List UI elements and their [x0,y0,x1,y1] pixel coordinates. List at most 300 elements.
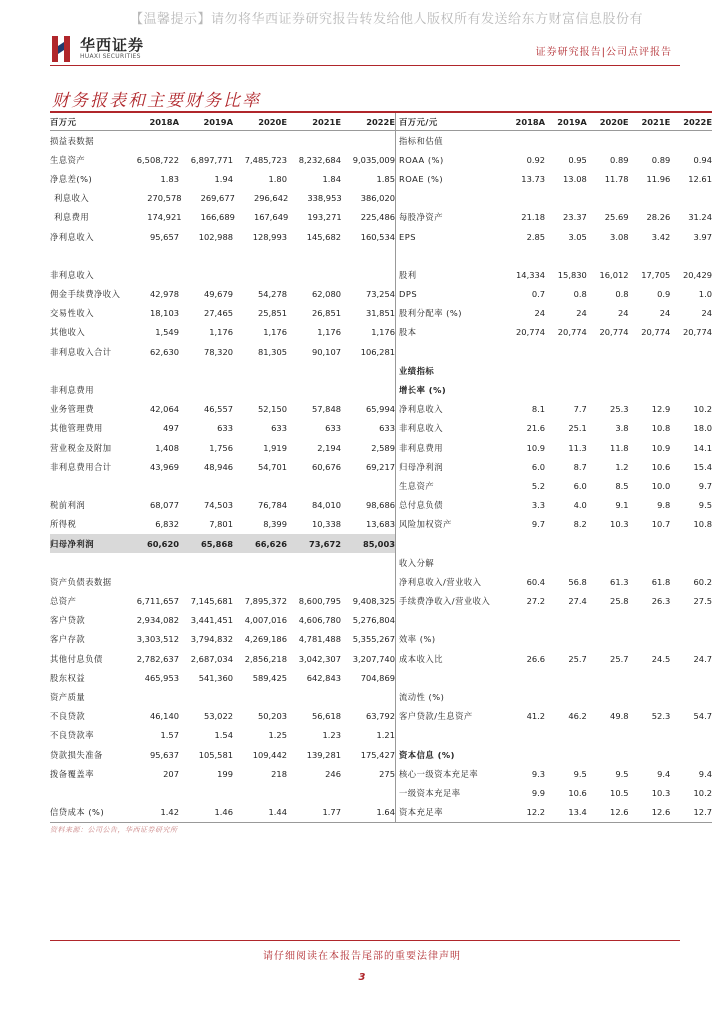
cell-value: 0.8 [615,289,629,300]
cell-value: 6.0 [573,480,587,491]
cell-value: 24 [534,308,546,319]
cell-value: 2,856,218 [244,653,287,664]
left-header [50,113,395,130]
cell-value: 704,869 [360,672,395,683]
cell-value: 31,851 [365,308,395,319]
cell-value: 6.0 [531,461,546,472]
right-cells [395,707,712,726]
cell-value: 9.5 [615,768,629,779]
left-cells [50,726,395,745]
left-header-year: 2020E [258,116,287,127]
cell-value: 1,176 [371,327,395,338]
cell-value: 5,276,804 [352,615,395,626]
row-label: 总付息负债 [399,500,443,511]
cell-value: 1,756 [209,442,233,453]
left-header-year: 2019A [203,116,233,127]
row-label: 总资产 [50,596,77,607]
row-label: 业绩指标 [399,365,435,376]
row-label: 指标和估值 [399,135,443,146]
cell-value: 1.94 [214,173,233,184]
cell-value: 5,355,267 [352,634,395,645]
cell-value: 275 [379,768,395,779]
cell-value: 9.4 [698,768,712,779]
left-cells [50,169,395,188]
cell-value: 1.44 [268,807,287,818]
cell-value: 11.3 [568,442,587,453]
cell-value: 21.18 [521,212,546,223]
cell-value: 106,281 [360,346,395,357]
table-row [50,131,712,150]
cell-value: 13.08 [563,173,587,184]
row-label: 每股净资产 [399,212,443,223]
right-cells [395,534,712,553]
row-label: 效率 (%) [399,634,436,645]
cell-value: 14.1 [693,442,712,453]
row-label: 客户贷款/生息资产 [399,711,473,722]
cell-value: 27.4 [568,596,587,607]
row-label: 资产负债表数据 [50,576,112,587]
cell-value: 9.7 [531,519,546,530]
row-label: 净利息收入 [399,404,443,415]
table-row [50,169,712,188]
cell-value: 24.5 [651,653,671,664]
cell-value: 8.2 [573,519,587,530]
left-cells [50,783,395,802]
right-header-year: 2019A [557,116,587,127]
cell-value: 15,830 [557,269,587,280]
row-label: 成本收入比 [399,653,443,664]
cell-value: 1.46 [214,807,233,818]
table-row [50,380,712,399]
row-label: 税前利润 [50,500,86,511]
cell-value: 27,465 [203,308,233,319]
cell-value: 10.3 [651,787,671,798]
cell-value: 25.3 [610,404,629,415]
cell-value: 28.26 [646,212,671,223]
cell-value: 1,176 [209,327,233,338]
right-cells [395,380,712,399]
cell-value: 139,281 [306,749,341,760]
cell-value: 633 [271,423,287,434]
right-cells [395,668,712,687]
cell-value: 65,994 [365,404,395,415]
cell-value: 1.21 [376,730,395,741]
cell-value: 9.4 [657,768,671,779]
left-header-label: 百万元 [50,116,77,127]
cell-value: 3.3 [531,500,546,511]
cell-value: 26.6 [526,653,546,664]
cell-value: 1.84 [322,173,341,184]
table-row [50,745,712,764]
cell-value: 1.25 [268,730,287,741]
cell-value: 10.6 [651,461,671,472]
row-label: 客户贷款 [50,615,86,626]
right-cells [395,687,712,706]
cell-value: 26,851 [311,308,341,319]
row-label: 利息费用 [54,212,90,223]
right-cells [395,189,712,208]
row-label: 拨备覆盖率 [50,768,94,779]
row-label: ROAE (%) [399,173,444,184]
cell-value: 54,278 [257,289,287,300]
left-cells [50,592,395,611]
right-cells [395,361,712,380]
cell-value: 175,427 [360,749,395,760]
page-number: 3 [358,972,366,983]
header-divider [50,65,680,66]
row-label: 信贷成本 (%) [50,807,105,818]
cell-value: 207 [163,768,179,779]
footer-divider [50,940,680,941]
cell-value: 18.0 [693,423,712,434]
cell-value: 52.3 [651,711,671,722]
logo-text-en: HUAXI SECURITIES [80,53,141,60]
cell-value: 0.89 [651,154,671,165]
table-row [50,361,712,380]
cell-value: 11.78 [604,173,629,184]
cell-value: 9.9 [531,787,546,798]
left-cells [50,707,395,726]
right-cells [395,304,712,323]
cell-value: 1.83 [160,173,179,184]
row-label: 不良贷款 [50,711,86,722]
cell-value: 4.0 [573,500,587,511]
cell-value: 3,441,451 [190,615,233,626]
cell-value: 7,801 [209,519,233,530]
cell-value: 60,620 [146,538,179,549]
row-label: 增长率 (%) [399,385,447,396]
table-row [50,323,712,342]
cell-value: 25.7 [610,653,629,664]
right-cells [395,342,712,361]
table-row [50,803,712,822]
table-row [50,687,712,706]
row-label: 一级资本充足率 [399,787,461,798]
row-label: 其他管理费用 [50,423,103,434]
right-cells [395,783,712,802]
cell-value: 167,649 [253,212,289,223]
cell-value: 25,851 [257,308,287,319]
left-cells [50,131,395,150]
left-cells [50,496,395,515]
cell-value: 60.4 [526,576,546,587]
cell-value: 633 [325,423,341,434]
right-cells [395,246,712,265]
left-cells [50,246,395,265]
row-label: 非利息收入 [50,269,94,280]
row-label: 手续费净收入/营业收入 [399,596,491,607]
row-label: 其他收入 [50,327,86,338]
cell-value: 386,020 [360,193,395,204]
table-row [50,726,712,745]
cell-value: 246 [325,768,341,779]
cell-value: 2,934,082 [136,615,179,626]
cell-value: 76,784 [257,500,287,511]
cell-value: 69,217 [365,461,395,472]
cell-value: 10.8 [651,423,671,434]
cell-value: 98,686 [365,500,395,511]
cell-value: 128,993 [252,231,287,242]
cell-value: 60,676 [311,461,341,472]
row-label: 生息资产 [50,154,86,165]
row-label: 净息差(%) [50,173,93,184]
right-cells [395,438,712,457]
left-cells [50,380,395,399]
cell-value: 8,232,684 [298,154,341,165]
table-row [50,208,712,227]
watermark-notice: 【温馨提示】请勿将华西证券研究报告转发给他人版权所有发送给东方财富信息股份有 [130,12,644,27]
cell-value: 1,176 [263,327,287,338]
cell-value: 3.8 [615,423,629,434]
cell-value: 7,895,372 [244,596,287,607]
right-header-year: 2021E [641,116,671,127]
right-cells [395,476,712,495]
legal-notice: 请仔细阅读在本报告尾部的重要法律声明 [263,951,461,962]
cell-value: 7,485,723 [244,154,287,165]
table-row [50,304,712,323]
cell-value: 24 [576,308,587,319]
cell-value: 8.1 [531,404,546,415]
table-row [50,592,712,611]
cell-value: 9.5 [698,500,712,511]
cell-value: 81,305 [257,346,287,357]
right-cells [395,265,712,284]
cell-value: 13,683 [365,519,395,530]
table-row [50,649,712,668]
cell-value: 1,408 [155,442,179,453]
cell-value: 145,682 [306,231,341,242]
cell-value: 10.8 [693,519,712,530]
cell-value: 90,107 [311,346,341,357]
left-header-year: 2021E [312,116,341,127]
cell-value: 95,637 [149,749,179,760]
right-cells [395,150,712,169]
cell-value: 633 [217,423,233,434]
right-header-year: 2022E [683,116,712,127]
cell-value: 166,689 [200,212,235,223]
cell-value: 270,578 [147,193,182,204]
right-cells [395,592,712,611]
cell-value: 1.2 [615,461,629,472]
left-header-year: 2018A [149,116,179,127]
left-cells [50,265,395,284]
cell-value: 46,557 [203,404,233,415]
right-cells [395,649,712,668]
cell-value: 7,145,681 [190,596,233,607]
cell-value: 13.73 [521,173,546,184]
cell-value: 3.08 [610,231,629,242]
row-label: 资本充足率 [399,807,443,818]
row-label: 风险加权资产 [399,519,452,530]
cell-value: 21.6 [526,423,546,434]
cell-value: 25.8 [610,596,629,607]
cell-value: 193,271 [307,212,342,223]
cell-value: 2,589 [371,442,395,453]
cell-value: 1,919 [263,442,287,453]
table-row [50,611,712,630]
left-cells [50,745,395,764]
left-cells [50,342,395,361]
table-row [50,783,712,802]
cell-value: 20,774 [557,327,587,338]
cell-value: 296,642 [253,193,289,204]
right-header-year: 2020E [599,116,629,127]
row-label: 非利息费用 [50,385,94,396]
left-cells [50,764,395,783]
table-row [50,419,712,438]
cell-value: 10.6 [568,787,587,798]
cell-value: 8,399 [263,519,287,530]
cell-value: 23.37 [563,212,587,223]
cell-value: 26.3 [651,596,671,607]
table-row [50,476,712,495]
cell-value: 5.2 [531,480,546,491]
cell-value: 6,832 [155,519,179,530]
row-label: 客户存款 [50,634,86,645]
cell-value: 8.7 [573,461,587,472]
cell-value: 20,429 [682,269,712,280]
cell-value: 10.2 [693,404,712,415]
cell-value: 1.85 [376,173,395,184]
cell-value: 3,042,307 [298,653,341,664]
right-cells [395,131,712,150]
row-label: 净利息收入/营业收入 [399,576,482,587]
row-label: 生息资产 [399,480,435,491]
table-row [50,150,712,169]
cell-value: 14,334 [516,269,546,280]
left-cells [50,649,395,668]
cell-value: 68,077 [149,500,179,511]
left-cells [50,438,395,457]
row-label: 交易性收入 [50,308,94,319]
cell-value: 3,794,832 [190,634,233,645]
right-cells [395,496,712,515]
cell-value: 12.9 [651,404,671,415]
right-cells [395,227,712,246]
row-label: 资产质量 [50,692,86,703]
table-rows [50,131,712,822]
row-label: 营业税金及附加 [50,442,112,453]
row-label: 损益表数据 [50,135,94,146]
cell-value: 63,792 [365,711,395,722]
left-cells [50,611,395,630]
left-cells [50,323,395,342]
left-cells [50,208,395,227]
cell-value: 10.9 [526,442,546,453]
cell-value: 73,254 [365,289,395,300]
row-label: 利息收入 [54,193,90,204]
row-label: 所得税 [50,519,77,530]
cell-value: 1.57 [160,730,179,741]
cell-value: 541,360 [198,672,233,683]
cell-value: 465,953 [144,672,179,683]
table-row [50,342,712,361]
cell-value: 49.8 [610,711,629,722]
cell-value: 1.54 [214,730,233,741]
left-cells [50,803,395,822]
logo-text-cn: 华西证券 [80,36,145,54]
table-center-divider [395,113,396,822]
cell-value: 2,687,034 [190,653,233,664]
cell-value: 174,921 [147,212,182,223]
cell-value: 20,774 [682,327,712,338]
right-cells [395,611,712,630]
cell-value: 2.85 [526,231,546,242]
left-cells [50,553,395,572]
cell-value: 49,679 [203,289,233,300]
cell-value: 6,711,657 [136,596,179,607]
row-label: 股利分配率 (%) [399,308,462,319]
cell-value: 27.5 [693,596,712,607]
cell-value: 84,010 [311,500,341,511]
cell-value: 11.8 [610,442,629,453]
row-label: 股利 [399,269,417,280]
cell-value: 20,774 [516,327,546,338]
cell-value: 225,486 [360,212,395,223]
cell-value: 18,103 [149,308,179,319]
cell-value: 642,843 [306,672,341,683]
row-label: 归母净利润 [399,461,443,472]
cell-value: 41.2 [526,711,546,722]
cell-value: 109,442 [252,749,287,760]
cell-value: 0.8 [573,289,587,300]
cell-value: 56,618 [311,711,341,722]
cell-value: 53,022 [203,711,233,722]
cell-value: 199 [217,768,233,779]
left-header-year: 2022E [366,116,395,127]
cell-value: 9.1 [615,500,629,511]
cell-value: 160,534 [360,231,395,242]
table-row [50,534,712,553]
right-cells [395,630,712,649]
row-label: EPS [399,231,417,242]
cell-value: 9.5 [573,768,587,779]
cell-value: 60.2 [693,576,712,587]
cell-value: 8,600,795 [298,596,341,607]
cell-value: 15.4 [693,461,712,472]
cell-value: 52,150 [257,404,287,415]
cell-value: 46.2 [568,711,587,722]
cell-value: 218 [271,768,287,779]
row-label: 非利息费用合计 [50,461,112,472]
right-cells [395,457,712,476]
cell-value: 62,630 [149,346,179,357]
cell-value: 3.97 [693,231,712,242]
table-row [50,572,712,591]
cell-value: 10.2 [693,787,712,798]
row-label: 佣金手续费净收入 [50,289,121,300]
cell-value: 78,320 [203,346,233,357]
cell-value: 6,508,722 [136,154,179,165]
table-row [50,457,712,476]
row-label: 非利息收入合计 [50,346,112,357]
table-row [50,227,712,246]
cell-value: 25.1 [568,423,587,434]
table-row [50,189,712,208]
right-cells [395,285,712,304]
cell-value: 3.42 [651,231,671,242]
table-row [50,265,712,284]
table-row [50,764,712,783]
cell-value: 17,705 [641,269,671,280]
cell-value: 3,303,512 [136,634,179,645]
left-cells [50,457,395,476]
cell-value: 24.7 [693,653,712,664]
row-label: 净利息收入 [50,231,94,242]
right-header-year: 2018A [515,116,546,127]
cell-value: 7.7 [573,404,587,415]
cell-value: 65,868 [200,538,233,549]
